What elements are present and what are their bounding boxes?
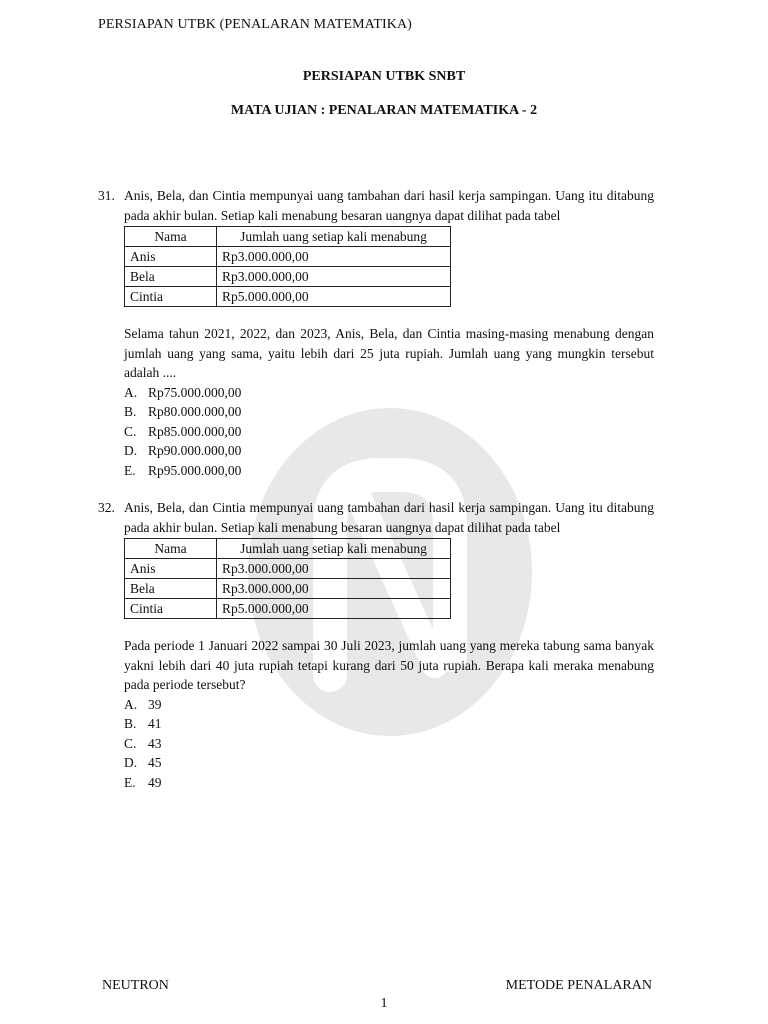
page-header: PERSIAPAN UTBK (PENALARAN MATEMATIKA) — [98, 17, 412, 32]
answer-option — [124, 383, 654, 403]
option-text: Rp75.000.000,00 — [148, 384, 242, 400]
table-cell: Cintia — [125, 287, 217, 307]
savings-table — [124, 226, 451, 307]
option-letter: C. — [124, 423, 137, 439]
question-31 — [98, 186, 654, 480]
option-letter: E. — [124, 462, 136, 478]
option-text: 39 — [148, 696, 162, 712]
question-number: 32. — [98, 500, 115, 515]
table-header-row — [125, 227, 451, 247]
answer-option — [124, 441, 654, 461]
question-intro: Anis, Bela, dan Cintia mempunyai uang tambahan dari hasil kerja sampingan. Uang itu ditabung pada akhir bulan. Setiap kali menabung besaran uangnya dapat dilihat pada tabel — [124, 188, 654, 223]
table-row — [125, 579, 451, 599]
page-number: 1 — [380, 996, 388, 1011]
exam-subject-title: MATA UJIAN : PENALARAN MATEMATIKA - 2 — [230, 103, 538, 118]
table-row — [125, 599, 451, 619]
question-intro: Anis, Bela, dan Cintia mempunyai uang tambahan dari hasil kerja sampingan. Uang itu ditabung pada akhir bulan. Setiap kali menabung besaran uangnya dapat dilihat pada tabel — [124, 500, 654, 535]
answer-option — [124, 422, 654, 442]
option-letter: C. — [124, 735, 137, 751]
option-text: 45 — [148, 755, 162, 770]
answer-option — [124, 714, 654, 734]
answer-option — [124, 734, 654, 754]
answer-option — [124, 695, 654, 715]
table-header-cell: Nama — [125, 227, 217, 247]
option-letter: D. — [124, 755, 138, 770]
option-text: 41 — [148, 716, 162, 731]
document-title: PERSIAPAN UTBK SNBT — [302, 69, 466, 84]
table-row — [125, 287, 451, 307]
option-text: Rp95.000.000,00 — [148, 462, 242, 478]
option-text: Rp90.000.000,00 — [148, 443, 242, 458]
savings-table — [124, 538, 451, 619]
table-cell: Rp5.000.000,00 — [217, 287, 451, 307]
footer-right: METODE PENALARAN — [505, 978, 652, 993]
option-text: 43 — [148, 735, 162, 751]
table-cell: Anis — [125, 247, 217, 267]
answer-option — [124, 402, 654, 422]
option-text: Rp80.000.000,00 — [148, 404, 242, 419]
question-number: 31. — [98, 188, 115, 203]
table-cell: Bela — [125, 267, 217, 287]
table-cell: Rp3.000.000,00 — [217, 559, 451, 579]
table-header-cell: Jumlah uang setiap kali menabung — [217, 227, 451, 247]
answer-option — [124, 773, 654, 793]
table-header-cell: Nama — [125, 539, 217, 559]
question-text: Selama tahun 2021, 2022, dan 2023, Anis, Bela, dan Cintia masing-masing menabung dengan jumlah uang yang sama, yaitu lebih dari 25 juta rupiah. Jumlah uang yang mungkin tersebut adalah .... — [124, 326, 654, 380]
table-cell: Rp3.000.000,00 — [217, 247, 451, 267]
option-letter: D. — [124, 443, 138, 458]
option-letter: E. — [124, 774, 136, 790]
answer-option — [124, 753, 654, 773]
question-text: Pada periode 1 Januari 2022 sampai 30 Juli 2023, jumlah uang yang mereka tabung sama banyak yakni lebih dari 40 juta rupiah tetapi kurang dari 50 juta rupiah. Berapa kali meraka menabung pada periode tersebut? — [124, 638, 654, 692]
table-row — [125, 247, 451, 267]
option-letter: B. — [124, 716, 137, 731]
table-cell: Rp3.000.000,00 — [217, 267, 451, 287]
table-cell: Anis — [125, 559, 217, 579]
table-cell: Bela — [125, 579, 217, 599]
option-letter: A. — [124, 696, 138, 712]
option-letter: A. — [124, 384, 138, 400]
option-text: Rp85.000.000,00 — [148, 423, 242, 439]
table-cell: Cintia — [125, 599, 217, 619]
table-cell: Rp3.000.000,00 — [217, 579, 451, 599]
table-header-row — [125, 539, 451, 559]
answer-option — [124, 461, 654, 481]
footer-left: NEUTRON — [102, 978, 169, 993]
question-32 — [98, 498, 654, 792]
option-letter: B. — [124, 404, 137, 419]
option-text: 49 — [148, 774, 162, 790]
table-row — [125, 559, 451, 579]
table-cell: Rp5.000.000,00 — [217, 599, 451, 619]
table-header-cell: Jumlah uang setiap kali menabung — [217, 539, 451, 559]
table-row — [125, 267, 451, 287]
